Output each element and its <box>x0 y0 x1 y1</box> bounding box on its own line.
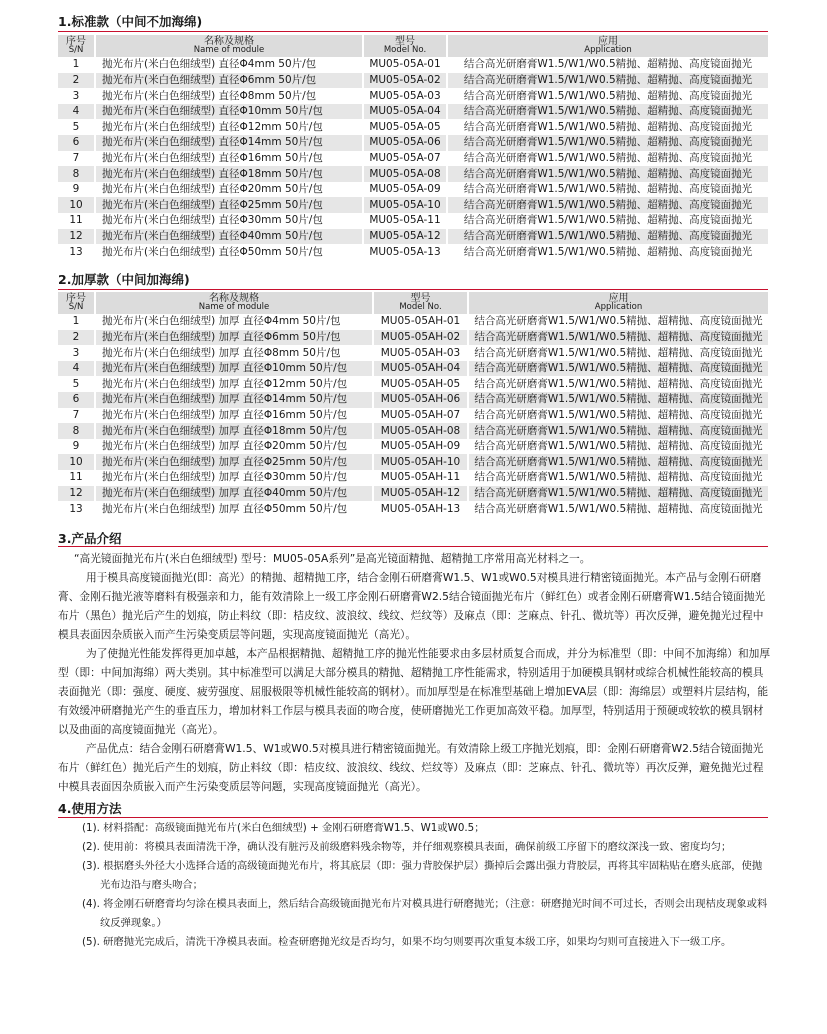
cell-sn: 8 <box>58 166 96 182</box>
table-row <box>58 345 768 361</box>
section-title-standard: 1.标准款（中间不加海绵) <box>58 14 203 29</box>
cell-model: MU05-05AH-06 <box>374 392 469 408</box>
cell-application: 结合高光研磨膏W1.5/W1/W0.5精抛、超精抛、高度镜面抛光 <box>463 120 753 133</box>
cell-application: 结合高光研磨膏W1.5/W1/W0.5精抛、超精抛、高度镜面抛光 <box>474 408 763 421</box>
cell-model: MU05-05A-07 <box>364 151 448 167</box>
col-header-application: 应用 Application <box>448 35 768 57</box>
cell-model: MU05-05AH-02 <box>374 330 469 346</box>
cell-model: MU05-05A-05 <box>364 119 448 135</box>
cell-sn: 13 <box>58 501 96 517</box>
cell-sn: 2 <box>58 330 96 346</box>
cell-application: 结合高光研磨膏W1.5/W1/W0.5精抛、超精抛、高度镜面抛光 <box>474 346 763 359</box>
table-row <box>58 392 768 408</box>
cell-model: MU05-05A-06 <box>364 135 448 151</box>
usage-step: (1). 材料搭配：高级镜面抛光布片(米白色细绒型) + 金刚石研磨膏W1.5、W1或W0.5； <box>82 822 485 834</box>
cell-name: 抛光布片(米白色细绒型) 直径Φ16mm 50片/包 <box>96 151 364 167</box>
col-header-name: 名称及规格 Name of module <box>96 35 364 57</box>
table-row <box>58 182 768 198</box>
cell-name: 抛光布片(米白色细绒型) 直径Φ20mm 50片/包 <box>96 182 364 198</box>
spec-table-thick <box>58 292 768 517</box>
section-title-thick: 2.加厚款（中间加海绵) <box>58 272 190 287</box>
cell-name: 抛光布片(米白色细绒型) 直径Φ14mm 50片/包 <box>96 135 364 151</box>
cell-sn: 7 <box>58 151 96 167</box>
cell-sn: 11 <box>58 470 96 486</box>
cell-name: 抛光布片(米白色细绒型) 加厚 直径Φ12mm 50片/包 <box>96 376 374 392</box>
cell-model: MU05-05A-08 <box>364 166 448 182</box>
cell-application: 结合高光研磨膏W1.5/W1/W0.5精抛、超精抛、高度镜面抛光 <box>474 315 763 328</box>
cell-sn: 2 <box>58 73 96 89</box>
table-row <box>58 454 768 470</box>
col-header-model: 型号 Model No. <box>374 292 469 314</box>
cell-application: 结合高光研磨膏W1.5/W1/W0.5精抛、超精抛、高度镜面抛光 <box>463 151 753 164</box>
table-row <box>58 314 768 330</box>
section-title-intro: 3.产品介绍 <box>58 531 122 546</box>
cell-name: 抛光布片(米白色细绒型) 加厚 直径Φ16mm 50片/包 <box>96 408 374 424</box>
table-row <box>58 486 768 502</box>
table-row <box>58 57 768 73</box>
cell-application: 结合高光研磨膏W1.5/W1/W0.5精抛、超精抛、高度镜面抛光 <box>469 392 768 408</box>
table-row <box>58 408 768 424</box>
section-divider <box>58 289 768 290</box>
cell-application: 结合高光研磨膏W1.5/W1/W0.5精抛、超精抛、高度镜面抛光 <box>474 377 763 390</box>
table-row <box>58 439 768 455</box>
col-header-model: 型号 Model No. <box>364 35 448 57</box>
table-header-row <box>58 292 768 314</box>
cell-name: 抛光布片(米白色细绒型) 直径Φ10mm 50片/包 <box>96 104 364 120</box>
cell-sn: 10 <box>58 454 96 470</box>
cell-name: 抛光布片(米白色细绒型) 直径Φ6mm 50片/包 <box>96 73 364 89</box>
cell-application: 结合高光研磨膏W1.5/W1/W0.5精抛、超精抛、高度镜面抛光 <box>448 104 768 120</box>
cell-application: 结合高光研磨膏W1.5/W1/W0.5精抛、超精抛、高度镜面抛光 <box>474 471 763 484</box>
section-divider <box>58 31 768 32</box>
cell-name: 抛光布片(米白色细绒型) 加厚 直径Φ25mm 50片/包 <box>96 454 374 470</box>
cell-model: MU05-05A-10 <box>364 197 448 213</box>
cell-name: 抛光布片(米白色细绒型) 加厚 直径Φ6mm 50片/包 <box>96 330 374 346</box>
cell-name: 抛光布片(米白色细绒型) 加厚 直径Φ10mm 50片/包 <box>96 361 374 377</box>
cell-model: MU05-05A-04 <box>364 104 448 120</box>
cell-model: MU05-05A-02 <box>364 73 448 89</box>
table-row <box>58 470 768 486</box>
cell-application: 结合高光研磨膏W1.5/W1/W0.5精抛、超精抛、高度镜面抛光 <box>469 423 768 439</box>
col-header-sn: 序号 S/N <box>58 292 96 314</box>
cell-name: 抛光布片(米白色细绒型) 加厚 直径Φ18mm 50片/包 <box>96 423 374 439</box>
cell-model: MU05-05A-13 <box>364 244 448 260</box>
table-row <box>58 135 768 151</box>
cell-application: 结合高光研磨膏W1.5/W1/W0.5精抛、超精抛、高度镜面抛光 <box>463 89 753 102</box>
table-row <box>58 376 768 392</box>
table-row <box>58 151 768 167</box>
cell-sn: 5 <box>58 376 96 392</box>
col-header-name: 名称及规格 Name of module <box>96 292 374 314</box>
table-row <box>58 330 768 346</box>
cell-sn: 4 <box>58 361 96 377</box>
cell-name: 抛光布片(米白色细绒型) 直径Φ25mm 50片/包 <box>96 197 364 213</box>
cell-name: 抛光布片(米白色细绒型) 直径Φ40mm 50片/包 <box>96 229 364 245</box>
table-row <box>58 244 768 260</box>
cell-name: 抛光布片(米白色细绒型) 直径Φ30mm 50片/包 <box>96 213 364 229</box>
cell-sn: 6 <box>58 392 96 408</box>
cell-sn: 7 <box>58 408 96 424</box>
cell-application: 结合高光研磨膏W1.5/W1/W0.5精抛、超精抛、高度镜面抛光 <box>448 166 768 182</box>
cell-name: 抛光布片(米白色细绒型) 直径Φ8mm 50片/包 <box>96 88 364 104</box>
section-divider <box>58 817 768 818</box>
product-intro <box>58 549 771 796</box>
table-row <box>58 104 768 120</box>
cell-application: 结合高光研磨膏W1.5/W1/W0.5精抛、超精抛、高度镜面抛光 <box>463 245 753 258</box>
cell-application: 结合高光研磨膏W1.5/W1/W0.5精抛、超精抛、高度镜面抛光 <box>448 229 768 245</box>
cell-sn: 11 <box>58 213 96 229</box>
section-title-usage: 4.使用方法 <box>58 801 122 816</box>
cell-sn: 12 <box>58 486 96 502</box>
cell-model: MU05-05AH-08 <box>374 423 469 439</box>
table-row <box>58 361 768 377</box>
cell-application: 结合高光研磨膏W1.5/W1/W0.5精抛、超精抛、高度镜面抛光 <box>463 214 753 227</box>
cell-name: 抛光布片(米白色细绒型) 加厚 直径Φ8mm 50片/包 <box>96 345 374 361</box>
usage-step: (3). 根据磨头外径大小选择合适的高级镜面抛光布片，将其底层（即：强力背胶保护层）撕掉后会露出强力背胶层，再将其牢固粘贴在磨头底部，使抛光布边沿与磨头吻合； <box>82 860 763 891</box>
cell-application: 结合高光研磨膏W1.5/W1/W0.5精抛、超精抛、高度镜面抛光 <box>448 197 768 213</box>
cell-model: MU05-05AH-10 <box>374 454 469 470</box>
cell-name: 抛光布片(米白色细绒型) 加厚 直径Φ50mm 50片/包 <box>96 501 374 517</box>
table-row <box>58 501 768 517</box>
col-header-application: 应用 Application <box>469 292 768 314</box>
cell-sn: 1 <box>58 314 96 330</box>
cell-model: MU05-05AH-03 <box>374 345 469 361</box>
usage-steps <box>82 819 772 952</box>
cell-name: 抛光布片(米白色细绒型) 直径Φ12mm 50片/包 <box>96 119 364 135</box>
cell-name: 抛光布片(米白色细绒型) 加厚 直径Φ20mm 50片/包 <box>96 439 374 455</box>
cell-name: 抛光布片(米白色细绒型) 加厚 直径Φ30mm 50片/包 <box>96 470 374 486</box>
col-header-sn: 序号 S/N <box>58 35 96 57</box>
table-row <box>58 213 768 229</box>
cell-sn: 1 <box>58 57 96 73</box>
cell-application: 结合高光研磨膏W1.5/W1/W0.5精抛、超精抛、高度镜面抛光 <box>474 440 763 453</box>
cell-name: 抛光布片(米白色细绒型) 加厚 直径Φ4mm 50片/包 <box>96 314 374 330</box>
cell-name: 抛光布片(米白色细绒型) 加厚 直径Φ40mm 50片/包 <box>96 486 374 502</box>
cell-application: 结合高光研磨膏W1.5/W1/W0.5精抛、超精抛、高度镜面抛光 <box>448 135 768 151</box>
cell-model: MU05-05AH-13 <box>374 501 469 517</box>
usage-step: (4). 将金刚石研磨膏均匀涂在模具表面上，然后结合高级镜面抛光布片对模具进行研磨抛光；（注意：研磨抛光时间不可过长，否则会出现桔皮现象或料纹反弹现象。） <box>82 898 768 929</box>
cell-model: MU05-05A-11 <box>364 213 448 229</box>
cell-application: 结合高光研磨膏W1.5/W1/W0.5精抛、超精抛、高度镜面抛光 <box>463 58 753 71</box>
cell-application: 结合高光研磨膏W1.5/W1/W0.5精抛、超精抛、高度镜面抛光 <box>469 361 768 377</box>
table-row <box>58 88 768 104</box>
cell-sn: 9 <box>58 439 96 455</box>
cell-application: 结合高光研磨膏W1.5/W1/W0.5精抛、超精抛、高度镜面抛光 <box>469 454 768 470</box>
cell-model: MU05-05AH-11 <box>374 470 469 486</box>
cell-sn: 3 <box>58 345 96 361</box>
cell-application: 结合高光研磨膏W1.5/W1/W0.5精抛、超精抛、高度镜面抛光 <box>474 502 763 515</box>
table-row <box>58 166 768 182</box>
intro-paragraph: 为了使抛光性能发挥得更加卓越，本产品根据精抛、超精抛工序的抛光性能要求由多层材质复合而成，并分为标准型（即：中间不加海绵）和加厚型（即：中间加海绵）两大类别。其中标准型可以满足大部分模具的精抛、超精抛工序性能需求，特别适用于加硬模具钢材或综合机械性能较高的模具表面抛光（即：强度、硬度、疲劳强度、屈服极限等机械性能较高的钢材）。而加厚型是在标准型基础上增加EVA层（即：海绵层）或塑料片层结构，能有效缓冲研磨抛光产生的垂直压力，增加材料工作层与模具表面的吻合度，使研磨抛光工作更加高效平稳。加厚型，特别适用于预硬或较软的模具钢材以及曲面的高度镜面抛光（高光）。 <box>58 647 771 736</box>
usage-step: (2). 使用前：将模具表面清洗干净，确认没有脏污及前级磨料残余物等，并仔细观察模具表面，确保前级工序留下的磨纹深浅一致、密度均匀； <box>82 841 732 853</box>
table-header-row <box>58 35 768 57</box>
table-row <box>58 197 768 213</box>
cell-sn: 5 <box>58 119 96 135</box>
cell-model: MU05-05A-03 <box>364 88 448 104</box>
cell-sn: 4 <box>58 104 96 120</box>
cell-application: 结合高光研磨膏W1.5/W1/W0.5精抛、超精抛、高度镜面抛光 <box>448 73 768 89</box>
cell-application: 结合高光研磨膏W1.5/W1/W0.5精抛、超精抛、高度镜面抛光 <box>469 330 768 346</box>
cell-model: MU05-05AH-04 <box>374 361 469 377</box>
cell-name: 抛光布片(米白色细绒型) 加厚 直径Φ14mm 50片/包 <box>96 392 374 408</box>
table-row <box>58 229 768 245</box>
cell-sn: 12 <box>58 229 96 245</box>
cell-model: MU05-05AH-12 <box>374 486 469 502</box>
table-row <box>58 423 768 439</box>
cell-model: MU05-05AH-05 <box>374 376 469 392</box>
cell-model: MU05-05AH-07 <box>374 408 469 424</box>
intro-paragraph: “高光镜面抛光布片(米白色细绒型) 型号：MU05-05A系列”是高光镜面精抛、超精抛工序常用高光材料之一。 <box>74 552 591 565</box>
cell-model: MU05-05AH-09 <box>374 439 469 455</box>
cell-sn: 3 <box>58 88 96 104</box>
intro-paragraph: 用于模具高度镜面抛光(即：高光）的精抛、超精抛工序，结合金刚石研磨膏W1.5、W1或W0.5对模具进行精密镜面抛光。本产品与金刚石研磨膏、金刚石抛光液等磨料有极强亲和力，能有效清除上一级工序金刚石研磨膏W2.5结合镜面抛光布片（鲜红色）或者金刚石研磨膏W1.5结合镜面抛光布片（黑色）抛光后产生的划痕，防止料纹（即：桔皮纹、波浪纹、线纹、烂纹等）及麻点（即：芝麻点、针孔、微坑等）再次反弹，避免抛光过程中模具表面因杂质嵌入而产生污染变质层等问题，实现高度镜面抛光（高光）。 <box>58 571 766 641</box>
usage-step: (5). 研磨抛光完成后，清洗干净模具表面。检查研磨抛光纹是否均匀，如果不均匀则要再次重复本级工序，如果均匀则可直接进入下一级工序。 <box>82 936 732 948</box>
spec-table-standard <box>58 35 768 260</box>
cell-sn: 9 <box>58 182 96 198</box>
intro-paragraph: 产品优点：结合金刚石研磨膏W1.5、W1或W0.5对模具进行精密镜面抛光。有效清除上级工序抛光划痕，即：金刚石研磨膏W2.5结合镜面抛光布片（鲜红色）抛光后产生的划痕，防止料纹（即：桔皮纹、波浪纹、线纹、烂纹等）及麻点（即：芝麻点、针孔、微坑等）再次反弹，避免抛光过程中模具表面因杂质嵌入而产生污染变质层等问题，实现高度镜面抛光（高光）。 <box>58 742 764 793</box>
cell-model: MU05-05A-01 <box>364 57 448 73</box>
table-row <box>58 73 768 89</box>
cell-name: 抛光布片(米白色细绒型) 直径Φ50mm 50片/包 <box>96 244 364 260</box>
cell-model: MU05-05A-12 <box>364 229 448 245</box>
cell-application: 结合高光研磨膏W1.5/W1/W0.5精抛、超精抛、高度镜面抛光 <box>469 486 768 502</box>
cell-model: MU05-05A-09 <box>364 182 448 198</box>
cell-name: 抛光布片(米白色细绒型) 直径Φ18mm 50片/包 <box>96 166 364 182</box>
cell-sn: 6 <box>58 135 96 151</box>
cell-sn: 13 <box>58 244 96 260</box>
cell-sn: 10 <box>58 197 96 213</box>
cell-application: 结合高光研磨膏W1.5/W1/W0.5精抛、超精抛、高度镜面抛光 <box>463 183 753 196</box>
table-row <box>58 119 768 135</box>
cell-name: 抛光布片(米白色细绒型) 直径Φ4mm 50片/包 <box>96 57 364 73</box>
cell-model: MU05-05AH-01 <box>374 314 469 330</box>
section-divider <box>58 546 768 547</box>
cell-sn: 8 <box>58 423 96 439</box>
